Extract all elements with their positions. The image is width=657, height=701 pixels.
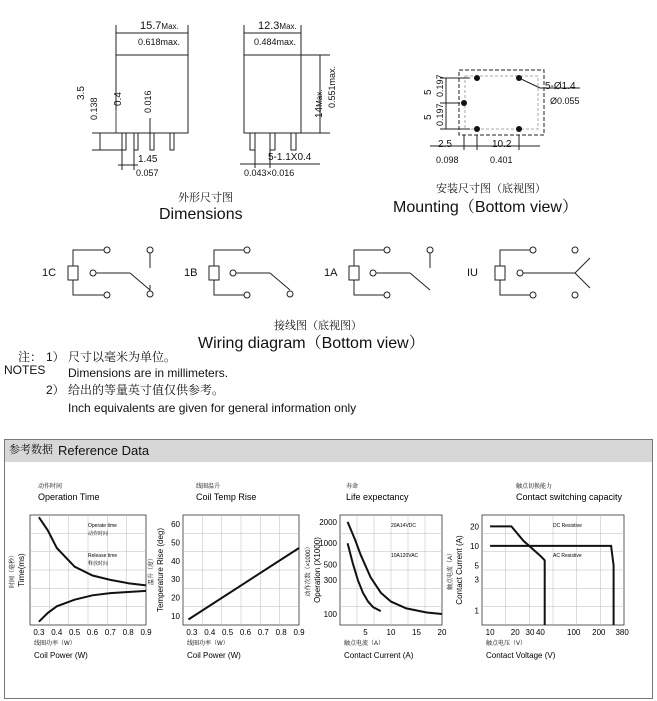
note-1-num: 1） <box>46 350 65 364</box>
mounting-dim-v2-in: 0.197 <box>435 103 445 126</box>
x-tick-label: 20 <box>437 628 447 637</box>
chart-title-cn: 动作时间 <box>38 484 63 490</box>
dimensions-caption-en: Dimensions <box>159 206 243 223</box>
x-tick-label: 0.4 <box>204 628 216 637</box>
y-tick-label: 20 <box>470 522 479 532</box>
note-2-cn: 给出的等量英寸值仅供参考。 <box>68 383 225 397</box>
mounting-hole-label: 5-Ø1.4 <box>545 81 576 92</box>
mounting-dim-v1-in: 0.197 <box>435 74 445 97</box>
x-tick-label: 100 <box>567 628 581 637</box>
mounting-dim-h2: 10.2 <box>492 139 512 150</box>
wiring-type-iu: IU <box>467 267 478 279</box>
y-tick-label: 10 <box>171 611 180 621</box>
x-tick-label: 10 <box>386 628 396 637</box>
series-label-cn: 释放时间 <box>88 561 109 567</box>
y-tick-label: 1 <box>474 606 479 616</box>
series-label: DC Resistive <box>553 523 582 529</box>
chart-title-cn: 寿命 <box>346 484 359 490</box>
note-1-cn: 尺寸以毫米为单位。 <box>68 350 177 364</box>
series-line <box>188 548 299 620</box>
y-tick-label: 300 <box>323 576 337 586</box>
front-pin-width-in: 0.016 <box>143 90 153 113</box>
dimensions-caption-cn: 外形尺寸图 <box>178 192 233 204</box>
y-tick-label: 30 <box>171 575 180 585</box>
x-tick-label: 0.5 <box>222 628 234 637</box>
x-tick-label: 0.3 <box>33 628 45 637</box>
front-width-in: 0.618max. <box>138 37 181 47</box>
x-tick-label: 0.8 <box>122 628 134 637</box>
x-axis-label-cn: 触点电压（V） <box>486 641 527 647</box>
mounting-dim-v1: 5 <box>423 89 434 95</box>
wiring-type-1a: 1A <box>324 267 338 279</box>
front-pin-offset-mm: 3.5 <box>76 86 87 100</box>
y-tick-label: 10 <box>470 541 479 551</box>
y-tick-label: 500 <box>323 560 337 570</box>
side-height-in: 0.551max. <box>327 65 337 108</box>
x-tick-label: 0.3 <box>186 628 198 637</box>
mounting-dim-h1: 2.5 <box>438 139 452 150</box>
notes-label-cn: 注： <box>18 350 43 364</box>
y-tick-label: 40 <box>171 556 180 566</box>
series-line <box>490 526 545 625</box>
x-tick-label: 0.8 <box>275 628 287 637</box>
series-label: AC Resistive <box>553 553 582 559</box>
y-axis-label: Contact Current (A) <box>455 535 464 605</box>
y-axis-label: Operation (X1000) <box>313 537 322 603</box>
wiring-type-1c: 1C <box>42 267 57 279</box>
y-axis-label-cn: 触点电流（A） <box>448 549 454 591</box>
y-tick-label: 50 <box>171 538 180 548</box>
y-axis-label-cn: 动作次数（×1000） <box>306 543 312 597</box>
mounting-hole-in: Ø0.055 <box>550 96 580 106</box>
front-pin-width-mm: 0.4 <box>113 92 124 106</box>
x-tick-label: 0.7 <box>257 628 269 637</box>
series-line <box>348 543 381 611</box>
x-tick-label: 10 <box>485 628 495 637</box>
y-tick-label: 60 <box>171 520 180 530</box>
x-tick-label: 0.9 <box>293 628 305 637</box>
side-height-mm: 14Max. <box>314 89 325 118</box>
side-width-in: 0.484max. <box>254 37 297 47</box>
x-axis-label: Coil Power (W) <box>187 651 241 660</box>
x-tick-label: 0.9 <box>140 628 152 637</box>
x-tick-label: 0.7 <box>104 628 116 637</box>
series-line <box>490 546 613 625</box>
x-tick-label: 5 <box>363 628 368 637</box>
x-tick-label: 15 <box>412 628 421 637</box>
side-pin-mm: 5-1.1X0.4 <box>268 152 312 163</box>
y-axis-label-cn: 时间（毫秒） <box>10 551 16 589</box>
wiring-type-1b: 1B <box>184 267 198 279</box>
reference-title-cn: 参考数据 <box>9 444 53 456</box>
note-1-en: Dimensions are in millimeters. <box>68 366 229 380</box>
x-tick-label: 0.4 <box>51 628 63 637</box>
wiring-caption-cn: 接线图（底视图） <box>274 320 362 332</box>
series-line <box>348 522 442 614</box>
series-line <box>39 591 146 622</box>
x-tick-label: 30 <box>525 628 535 637</box>
series-label: Operate time <box>88 523 117 529</box>
notes-label-en: NOTES <box>4 363 46 377</box>
chart-title: Coil Temp Rise <box>196 492 257 502</box>
x-axis-label-cn: 线圈功率（W） <box>34 641 76 647</box>
chart-title-cn: 触点切换能力 <box>516 484 553 490</box>
x-tick-label: 0.6 <box>239 628 252 637</box>
series-label-cn: 动作时间 <box>88 531 109 537</box>
front-pin-offset-in: 0.138 <box>89 97 99 120</box>
x-tick-label: 380 <box>615 628 629 637</box>
wiring-caption-en: Wiring diagram（Bottom view） <box>198 335 425 352</box>
y-tick-label: 3 <box>474 575 479 585</box>
y-axis-label: Time(ms) <box>17 553 26 587</box>
front-pitch-in: 0.057 <box>136 168 159 178</box>
note-2-num: 2） <box>46 383 65 397</box>
series-label: Release time <box>88 553 118 559</box>
x-axis-label: Contact Voltage (V) <box>486 651 556 660</box>
mounting-dim-h1-in: 0.098 <box>436 155 459 165</box>
side-width-mm: 12.3Max. <box>258 20 297 32</box>
chart-title: Contact switching capacity <box>516 492 623 502</box>
x-tick-label: 0.5 <box>69 628 81 637</box>
y-axis-label-cn: 温升（度） <box>149 554 155 586</box>
y-axis-label: Temperature Rise (deg) <box>156 527 165 613</box>
mounting-caption-cn: 安装尺寸图（底视图） <box>436 183 546 195</box>
chart-title-cn: 线圈温升 <box>196 484 221 490</box>
mounting-dim-h2-in: 0.401 <box>490 155 513 165</box>
x-axis-label: Contact Current (A) <box>344 651 414 660</box>
x-axis-label: Coil Power (W) <box>34 651 88 660</box>
x-tick-label: 40 <box>535 628 545 637</box>
y-tick-label: 2000 <box>319 517 337 527</box>
front-pitch-mm: 1.45 <box>138 154 158 165</box>
y-tick-label: 1000 <box>319 539 337 549</box>
chart-title: Life expectancy <box>346 492 409 502</box>
mounting-dim-v2: 5 <box>423 114 434 120</box>
y-tick-label: 100 <box>323 610 337 620</box>
x-tick-label: 0.6 <box>86 628 99 637</box>
side-pin-in: 0.043×0.016 <box>244 168 295 178</box>
x-axis-label-cn: 触点电流（A） <box>344 641 385 647</box>
series-label: 10A120VAC <box>391 553 419 559</box>
series-label: 20A14VDC <box>391 523 417 529</box>
x-tick-label: 200 <box>592 628 606 637</box>
y-tick-label: 20 <box>171 593 180 603</box>
chart-title: Operation Time <box>38 492 100 502</box>
y-tick-label: 5 <box>474 561 479 571</box>
front-width-mm: 15.7Max. <box>140 20 179 32</box>
x-axis-label-cn: 线圈功率（W） <box>187 641 229 647</box>
note-2-en: Inch equivalents are given for general information only <box>68 401 357 415</box>
x-tick-label: 20 <box>510 628 520 637</box>
mounting-caption-en: Mounting（Bottom view） <box>393 199 578 216</box>
reference-title-en: Reference Data <box>58 443 150 458</box>
